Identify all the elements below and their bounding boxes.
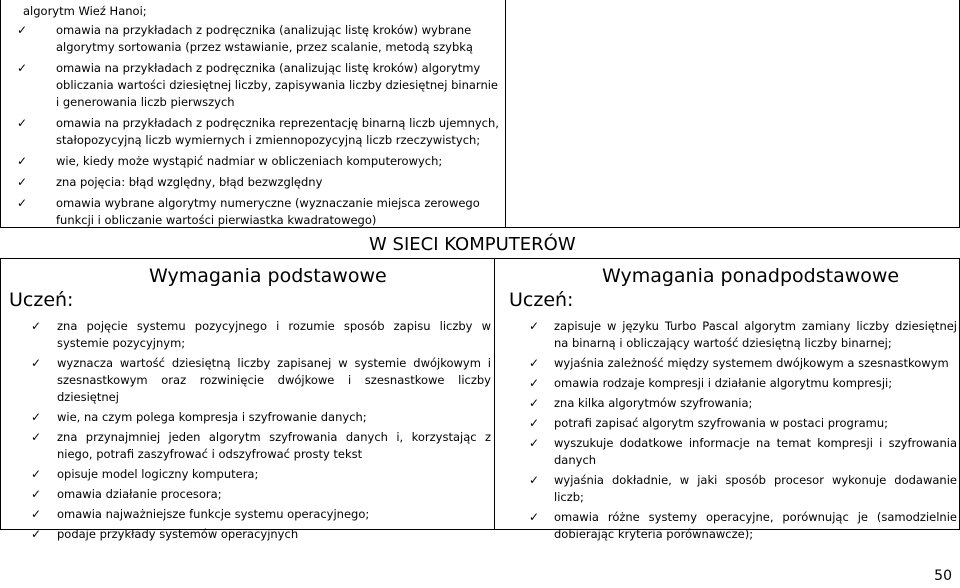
list-item-text: omawia rodzaje kompresji i działanie algorytmu kompresji; bbox=[554, 376, 893, 390]
list-item-text: zna pojęcie systemu pozycyjnego i rozumie sposób zapisu liczby w systemie pozycyjnym; bbox=[57, 319, 491, 350]
list-item-text: wyszukuje dodatkowe informacje na temat kompresji i szyfrowania danych bbox=[554, 436, 957, 467]
checkmark-icon: ✓ bbox=[31, 467, 42, 481]
top-first-line: algorytm Wieź Hanoi; bbox=[23, 4, 147, 18]
list-item bbox=[1, 174, 501, 191]
list-item bbox=[1, 318, 491, 352]
list-item bbox=[1, 409, 491, 426]
checkmark-icon: ✓ bbox=[529, 376, 540, 390]
checkmark-icon: ✓ bbox=[529, 319, 540, 333]
page-number: 50 bbox=[934, 568, 952, 584]
checkmark-icon: ✓ bbox=[31, 507, 42, 521]
list-item bbox=[1, 526, 491, 543]
right-column bbox=[494, 258, 960, 541]
list-item-text: wyjaśnia dokładnie, w jaki sposób procesor wykonuje dodawanie liczb; bbox=[554, 473, 957, 504]
list-item-text: wie, kiedy może wystąpić nadmiar w obliczeniach komputerowych; bbox=[56, 154, 443, 168]
list-item bbox=[495, 472, 957, 506]
checkmark-icon: ✓ bbox=[529, 436, 540, 450]
checkmark-icon: ✓ bbox=[17, 116, 28, 130]
top-right-cell bbox=[505, 0, 960, 228]
list-item bbox=[1, 153, 501, 170]
list-item-text: wyjaśnia zależność między systemem dwójkowym a szesnastkowym bbox=[554, 356, 949, 370]
checkmark-icon: ✓ bbox=[17, 196, 28, 210]
list-item-text: opisuje model logiczny komputera; bbox=[57, 467, 259, 481]
list-item-text: zna przynajmniej jeden algorytm szyfrowania danych i, korzystając z niego, potrafi zaszyfrować i odszyfrować prosty tekst bbox=[57, 430, 491, 461]
section-title: W SIECI KOMPUTERÓW bbox=[369, 234, 576, 255]
list-item bbox=[1, 355, 491, 406]
list-item-text: wyznacza wartość dziesiętną liczby zapisanej w systemie dwójkowym i szesnastkowym oraz rozwinięcie dwójkowe i szesnastkowe liczby dziesiętnej bbox=[57, 356, 491, 404]
checkmark-icon: ✓ bbox=[31, 410, 42, 424]
top-list bbox=[1, 22, 501, 233]
list-item-text: wie, na czym polega kompresja i szyfrowanie danych; bbox=[57, 410, 367, 424]
student-label-right: Uczeń: bbox=[509, 289, 574, 311]
left-list bbox=[1, 318, 491, 546]
list-item bbox=[495, 415, 957, 432]
list-item-text: omawia na przykładach z podręcznika reprezentację binarną liczb ujemnych, stałopozycyjną liczb wymiernych i zmiennopozycyjną liczb rzeczywistych; bbox=[56, 116, 499, 147]
list-item bbox=[495, 395, 957, 412]
checkmark-icon: ✓ bbox=[529, 510, 540, 524]
checkmark-icon: ✓ bbox=[31, 527, 42, 541]
list-item-text: zna pojęcia: błąd względny, błąd bezwzględny bbox=[56, 175, 323, 189]
checkmark-icon: ✓ bbox=[529, 416, 540, 430]
checkmark-icon: ✓ bbox=[17, 61, 28, 75]
list-item-text: omawia najważniejsze funkcje systemu operacyjnego; bbox=[57, 507, 370, 521]
list-item bbox=[495, 435, 957, 469]
left-column bbox=[0, 258, 495, 541]
checkmark-icon: ✓ bbox=[31, 319, 42, 333]
checkmark-icon: ✓ bbox=[17, 175, 28, 189]
list-item bbox=[495, 375, 957, 392]
list-item-text: zna kilka algorytmów szyfrowania; bbox=[554, 396, 753, 410]
list-item bbox=[495, 318, 957, 352]
top-left-cell bbox=[0, 0, 506, 228]
left-heading: Wymagania podstawowe bbox=[149, 265, 387, 287]
list-item bbox=[1, 466, 491, 483]
checkmark-icon: ✓ bbox=[17, 154, 28, 168]
list-item-text: zapisuje w języku Turbo Pascal algorytm zamiany liczby dziesiętnej na binarną i obliczający wartość dziesiętną liczby binarnej; bbox=[554, 319, 957, 350]
checkmark-icon: ✓ bbox=[529, 396, 540, 410]
list-item-text: omawia na przykładach z podręcznika (analizując listę kroków) wybrane algorytmy sortowania (przez wstawianie, przez scalanie, metodą szybką bbox=[56, 23, 473, 54]
right-heading: Wymagania ponadpodstawowe bbox=[602, 265, 900, 287]
list-item bbox=[495, 355, 957, 372]
checkmark-icon: ✓ bbox=[529, 473, 540, 487]
list-item-text: omawia działanie procesora; bbox=[57, 487, 222, 501]
checkmark-icon: ✓ bbox=[17, 23, 28, 37]
list-item-text: podaje przykłady systemów operacyjnych bbox=[57, 527, 299, 541]
list-item-text: omawia na przykładach z podręcznika (analizując listę kroków) algorytmy obliczania wartości dziesiętnej liczby, zapisywania liczby dziesiętnej binarnie i generowania liczb pierwszych bbox=[56, 61, 498, 109]
list-item bbox=[1, 486, 491, 503]
list-item-text: omawia różne systemy operacyjne, porównując je (samodzielnie dobierając kryteria porównawcze); bbox=[554, 510, 957, 541]
checkmark-icon: ✓ bbox=[529, 356, 540, 370]
student-label-left: Uczeń: bbox=[9, 289, 74, 311]
list-item bbox=[495, 509, 957, 543]
list-item-text: omawia wybrane algorytmy numeryczne (wyznaczanie miejsca zerowego funkcji i obliczanie wartości pierwiastka kwadratowego) bbox=[56, 196, 480, 227]
list-item bbox=[1, 22, 501, 56]
list-item bbox=[1, 429, 491, 463]
right-list bbox=[495, 318, 957, 546]
list-item bbox=[1, 115, 501, 149]
list-item bbox=[1, 506, 491, 523]
list-item bbox=[1, 195, 501, 229]
list-item bbox=[1, 60, 501, 111]
checkmark-icon: ✓ bbox=[31, 430, 42, 444]
list-item-text: potrafi zapisać algorytm szyfrowania w postaci programu; bbox=[554, 416, 888, 430]
checkmark-icon: ✓ bbox=[31, 487, 42, 501]
checkmark-icon: ✓ bbox=[31, 356, 42, 370]
